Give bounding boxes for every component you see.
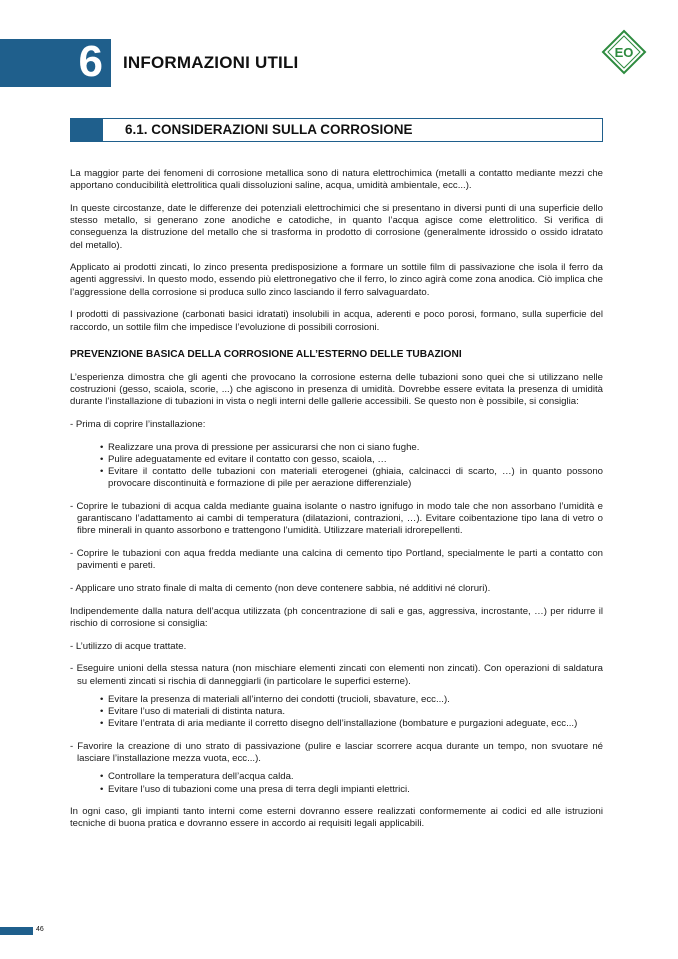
closing-paragraph: In ogni caso, gli impianti tanto interni come esterni dovranno essere realizzati conformemente ai codici ed alle istruzioni tecniche di buona pratica e dovranno essere in accordo ai requisiti legali applicabili. — [70, 806, 603, 830]
subsection-heading: PREVENZIONE BASICA DELLA CORROSIONE ALL’ESTERNO DELLE TUBAZIONI — [70, 348, 462, 360]
chapter-number: 6 — [78, 37, 103, 86]
bullet-item: • Evitare l’uso di materiali di distinta natura. — [100, 706, 603, 718]
list-item: - Favorire la creazione di uno strato di passivazione (pulire e lasciar scorrere acqua durante un tempo, non svuotare né lasciare l’installazione mezza vuota, ecc...). — [70, 740, 603, 765]
bullet-item: • Evitare la presenza di materiali all’interno dei condotti (trucioli, sbavature, ecc...). — [100, 694, 603, 706]
logo-text: EO — [614, 45, 634, 60]
paragraph: In queste circostanze, date le differenze dei potenziali elettrochimici che si presentano in diversi punti di una superficie dello stesso metallo, si generano zone anodiche e catodiche, in quanto l’acqua agisce come elettrolitico. Si verifica di conseguenza la distruzione del metallo che si trasforma in prodotto di corrosione (generalmente idrossido o ossido idratato del metallo). — [70, 202, 603, 251]
bullet-list — [70, 442, 603, 491]
bullet-list — [70, 771, 603, 795]
paragraph: L’esperienza dimostra che gli agenti che provocano la corrosione esterna delle tubazioni sono quei che si utilizzano nelle costruzioni (gesso, scaiola, scorie, ...) che agiscono in presenza di umidità. Dovrebbe essere evitata la presenza di umidità durante l’installazione di tubazioni in vista o negli interni delle gallerie accessibili. Se questo non è possibile, si consiglia: — [70, 371, 603, 408]
chapter-number-box — [0, 39, 111, 87]
main-content — [70, 168, 603, 841]
paragraph: I prodotti di passivazione (carbonati basici idratati) insolubili in acqua, aderenti e poco porosi, formano, sulla superficie del raccordo, un sottile film che impedisce l’evoluzione di possibili corrosioni. — [70, 309, 603, 333]
list-item: - Prima di coprire l’installazione: — [70, 419, 206, 431]
footer-accent-bar — [0, 927, 33, 935]
bullet-list — [70, 694, 603, 731]
bullet-item: • Evitare l’entrata di aria mediante il corretto disegno dell’installazione (bombature e purgazioni adeguate, ecc...) — [100, 718, 603, 730]
list-item: - L’utilizzo di acque trattate. — [70, 640, 187, 652]
bullet-item: • Evitare il contatto delle tubazioni con materiali eterogenei (ghiaia, calcinacci di scarto, …) in quanto possono provocare discontinuità e formazione di pile per aerazione differenziale) — [100, 466, 603, 490]
paragraph: La maggior parte dei fenomeni di corrosione metallica sono di natura elettrochimica (metalli a contatto mediante mezzi che apportano conducibilità elettrolitica quali dissoluzioni saline, acqua, umidità ambientale, ecc...). — [70, 168, 603, 192]
bullet-item: • Pulire adeguatamente ed evitare il contatto con gesso, scaiola, … — [100, 454, 603, 466]
list-item: - Applicare uno strato finale di malta di cemento (non deve contenere sabbia, né additivi né cloruri). — [70, 583, 491, 595]
bullet-item: • Realizzare una prova di pressione per assicurarsi che non ci siano fughe. — [100, 442, 603, 454]
company-logo-icon — [601, 29, 647, 75]
list-item: - Coprire le tubazioni di acqua calda mediante guaina isolante o nastro ignifugo in modo tale che non assorbano l’umidità e garantiscano l’adattamento ai cambi di temperatura (dilatazioni, contrazioni, …). Evitare coibentazione tipo lana di vetro o fibre minerali in quanto assorbono e trattengono l’umidità. Utilizzare materiali idrorepellenti. — [70, 501, 603, 537]
section-header — [70, 118, 603, 142]
section-accent — [71, 119, 103, 141]
section-title: 6.1. CONSIDERAZIONI SULLA CORROSIONE — [125, 122, 413, 137]
chapter-title: INFORMAZIONI UTILI — [123, 53, 299, 72]
list-item: - Coprire le tubazioni con aqua fredda mediante una calcina di cemento tipo Portland, specialmente le parti a contatto con pavimenti e pareti. — [70, 548, 603, 572]
page-number: 46 — [36, 926, 44, 933]
bullet-item: • Evitare l’uso di tubazioni come una presa di terra degli impianti elettrici. — [100, 784, 603, 796]
bullet-item: • Controllare la temperatura dell’acqua calda. — [100, 771, 603, 783]
paragraph: Indipendemente dalla natura dell’acqua utilizzata (ph concentrazione di sali e gas, aggressiva, incrostante, …) per ridurre il rischio di corrosione si consiglia: — [70, 605, 603, 629]
paragraph: Applicato ai prodotti zincati, lo zinco presenta predisposizione a formare un sottile film di passivazione che isola il ferro da agenti aggressivi. In questo modo, essendo più elettronegativo che il ferro, lo zinco agirà come zona anodica. Ciò implica che l’aggressione della corrosione si produca sullo zinco lasciando il ferro salvaguardato. — [70, 262, 603, 298]
list-item: - Eseguire unioni della stessa natura (non mischiare elementi zincati con elementi non zincati). Con operazioni di saldatura su elementi zincati si rischia di danneggiarli (in particolare le superfici esterne). — [70, 663, 603, 687]
